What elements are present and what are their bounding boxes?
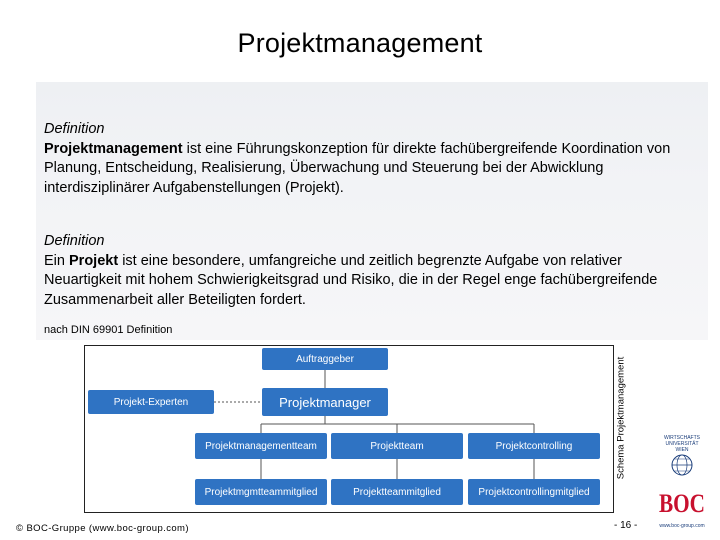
page-number: - 16 - — [614, 520, 638, 531]
definition-body — [44, 140, 694, 199]
definition-term: Projektmanagement — [44, 140, 183, 157]
norm-reference: nach DIN 69901 Definition — [44, 324, 173, 336]
node-projektteammitglied: Projektteammitglied — [331, 479, 463, 505]
definition-text: ist eine Führungskonzeption für direkte fachübergreifende Koordination von Planung, Entscheidung, Realisierung, Überwachung und Steuerung bei der Abwicklung interdisziplinärer Aufgabenstellungen (Projekt). — [44, 140, 671, 196]
node-projektmgmtteammitglied: Projektmgmtteammitglied — [195, 479, 327, 505]
diagram-side-label: Schema Projektmanagement — [615, 356, 627, 480]
definition-prefix: Ein — [44, 252, 69, 269]
node-projektcontrolling: Projektcontrolling — [468, 433, 600, 459]
node-projektteam: Projektteam — [331, 433, 463, 459]
footer-copyright: © BOC-Gruppe (www.boc-group.com) — [16, 523, 189, 534]
definition-label: Definition — [44, 233, 105, 249]
node-auftraggeber: Auftraggeber — [262, 348, 388, 370]
definition-body — [44, 252, 684, 311]
university-logo — [654, 432, 710, 532]
logo-url: www.boc-group.com — [659, 523, 705, 529]
boc-mark: BOC — [659, 489, 705, 518]
logo-line3: WIEN — [675, 447, 689, 453]
page-title: Projektmanagement — [237, 28, 483, 58]
definition-project-management — [44, 120, 694, 198]
definition-term: Projekt — [69, 252, 119, 269]
node-projekt-experten: Projekt-Experten — [88, 390, 214, 414]
node-projektmanagementteam: Projektmanagementteam — [195, 433, 327, 459]
logo-line2: UNIVERSITÄT — [665, 441, 699, 447]
node-projektmanager: Projektmanager — [262, 388, 388, 416]
node-projektcontrollingmitglied: Projektcontrollingmitglied — [468, 479, 600, 505]
definition-project — [44, 232, 684, 310]
definition-label: Definition — [44, 121, 105, 137]
definition-text: ist eine besondere, umfangreiche und zeitlich begrenzte Aufgabe von relativer Neuartigkeit mit hohem Schwierigkeitsgrad und Risiko, die in der Regel enge fachübergreifende Zusammenarbeit aller Beteiligten fordert. — [44, 252, 658, 308]
logo-line1: WIRTSCHAFTS — [663, 435, 701, 441]
globe-icon — [672, 455, 692, 475]
